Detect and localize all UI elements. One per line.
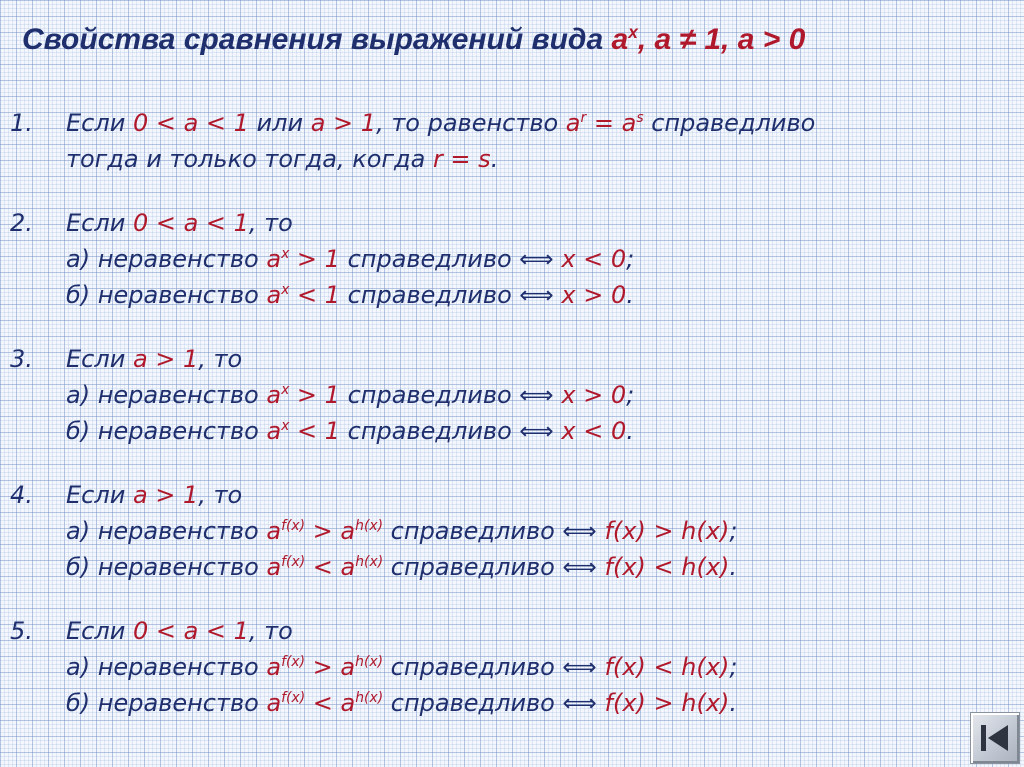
- exponent: h(x): [355, 690, 384, 706]
- text-segment: , то: [198, 481, 243, 509]
- item-body: [66, 205, 1010, 313]
- list-item: [10, 613, 1010, 721]
- item-line: [66, 513, 1010, 549]
- math-expression: a: [266, 417, 282, 445]
- exponent: r: [580, 110, 587, 126]
- exponent: f(x): [281, 554, 306, 570]
- math-expression: f(x) > h(x): [604, 517, 730, 545]
- title-conditions: , a ≠ 1, a > 0: [637, 23, 806, 56]
- item-line: [66, 477, 1010, 513]
- text-segment: справедливо ⟺: [383, 653, 605, 681]
- math-expression: a: [266, 653, 282, 681]
- text-segment: ;: [729, 517, 738, 545]
- text-segment: или: [248, 109, 311, 137]
- text-segment: Если: [66, 617, 133, 645]
- text-segment: а) неравенство: [66, 653, 267, 681]
- item-line: [66, 277, 1010, 313]
- item-body: [66, 613, 1010, 721]
- math-expression: x > 0: [561, 381, 627, 409]
- item-number: 5.: [10, 617, 33, 645]
- title-exponent: x: [628, 22, 638, 42]
- item-line: [66, 649, 1010, 685]
- text-segment: справедливо ⟺: [340, 417, 562, 445]
- title-text: Свойства сравнения выражений вида: [22, 23, 612, 56]
- item-number: 3.: [10, 345, 33, 373]
- list-item: [10, 205, 1010, 313]
- exponent: f(x): [281, 654, 306, 670]
- item-line: [66, 685, 1010, 721]
- text-segment: .: [729, 553, 738, 581]
- math-expression: a: [266, 245, 282, 273]
- text-segment: Если: [66, 481, 133, 509]
- math-expression: > 1: [289, 245, 340, 273]
- exponent: h(x): [355, 518, 384, 534]
- exponent: h(x): [355, 554, 384, 570]
- math-expression: a > 1: [132, 345, 199, 373]
- item-line: [66, 549, 1010, 585]
- slide-title: [22, 22, 1012, 58]
- text-segment: , то: [198, 345, 243, 373]
- list-item: [10, 477, 1010, 585]
- text-segment: тогда и только тогда, когда: [66, 145, 433, 173]
- text-segment: , то: [248, 209, 293, 237]
- math-expression: a: [340, 653, 356, 681]
- text-segment: .: [729, 689, 738, 717]
- text-segment: Если: [66, 109, 133, 137]
- math-expression: a > 1: [310, 109, 377, 137]
- math-expression: r = s: [432, 145, 491, 173]
- back-nav-button[interactable]: [970, 712, 1020, 764]
- math-expression: f(x) < h(x): [604, 653, 730, 681]
- math-expression: >: [305, 653, 341, 681]
- back-arrow-icon: [978, 721, 1012, 755]
- text-segment: .: [626, 417, 634, 445]
- math-expression: 0 < a < 1: [132, 109, 249, 137]
- text-segment: , то: [248, 617, 293, 645]
- exponent: x: [281, 246, 290, 262]
- math-expression: a: [266, 281, 282, 309]
- math-expression: a: [565, 109, 581, 137]
- math-expression: a: [340, 517, 356, 545]
- text-segment: справедливо ⟺: [383, 553, 605, 581]
- text-segment: ;: [626, 245, 635, 273]
- exponent: h(x): [355, 654, 384, 670]
- item-line: [66, 613, 1010, 649]
- item-body: [66, 477, 1010, 585]
- item-line: [66, 241, 1010, 277]
- math-expression: a: [340, 689, 356, 717]
- math-expression: < 1: [289, 417, 341, 445]
- math-expression: < 1: [289, 281, 341, 309]
- item-line: [66, 141, 1010, 177]
- text-segment: Если: [66, 345, 133, 373]
- math-expression: =: [586, 109, 622, 137]
- properties-list: [10, 105, 1010, 749]
- math-expression: a > 1: [132, 481, 199, 509]
- text-segment: .: [626, 281, 634, 309]
- math-expression: > 1: [289, 381, 340, 409]
- math-expression: 0 < a < 1: [132, 617, 249, 645]
- list-item: [10, 341, 1010, 449]
- text-segment: Если: [66, 209, 133, 237]
- math-expression: a: [266, 517, 282, 545]
- item-line: [66, 377, 1010, 413]
- math-expression: a: [621, 109, 637, 137]
- text-segment: справедливо ⟺: [339, 245, 562, 273]
- exponent: x: [281, 418, 290, 434]
- math-expression: f(x) > h(x): [604, 689, 730, 717]
- item-line: [66, 105, 1010, 141]
- exponent: x: [281, 282, 290, 298]
- item-number: 1.: [10, 109, 33, 137]
- math-expression: x < 0: [561, 417, 627, 445]
- math-expression: a: [340, 553, 356, 581]
- item-number: 4.: [10, 481, 33, 509]
- exponent: f(x): [281, 518, 306, 534]
- math-expression: a: [266, 553, 282, 581]
- math-expression: x > 0: [561, 281, 627, 309]
- text-segment: справедливо ⟺: [339, 381, 562, 409]
- item-line: [66, 341, 1010, 377]
- text-segment: а) неравенство: [66, 381, 267, 409]
- item-line: [66, 205, 1010, 241]
- math-expression: 0 < a < 1: [132, 209, 249, 237]
- exponent: f(x): [281, 690, 306, 706]
- item-body: [66, 105, 1010, 177]
- text-segment: б) неравенство: [66, 281, 267, 309]
- math-expression: a: [266, 689, 282, 717]
- text-segment: б) неравенство: [66, 689, 267, 717]
- math-expression: f(x) < h(x): [604, 553, 730, 581]
- math-expression: x < 0: [561, 245, 627, 273]
- exponent: s: [636, 110, 644, 126]
- math-expression: <: [305, 689, 341, 717]
- text-segment: б) неравенство: [66, 553, 267, 581]
- text-segment: справедливо ⟺: [340, 281, 562, 309]
- title-base: a: [611, 23, 629, 56]
- text-segment: справедливо: [643, 109, 816, 137]
- math-expression: <: [305, 553, 341, 581]
- text-segment: , то равенство: [376, 109, 566, 137]
- text-segment: а) неравенство: [66, 245, 267, 273]
- math-expression: >: [305, 517, 341, 545]
- item-body: [66, 341, 1010, 449]
- exponent: x: [281, 382, 290, 398]
- item-line: [66, 413, 1010, 449]
- text-segment: .: [490, 145, 499, 173]
- text-segment: б) неравенство: [66, 417, 267, 445]
- math-expression: a: [266, 381, 282, 409]
- text-segment: а) неравенство: [66, 517, 267, 545]
- item-number: 2.: [10, 209, 33, 237]
- text-segment: ;: [729, 653, 738, 681]
- text-segment: справедливо ⟺: [383, 517, 605, 545]
- text-segment: ;: [626, 381, 635, 409]
- list-item: [10, 105, 1010, 177]
- text-segment: справедливо ⟺: [383, 689, 605, 717]
